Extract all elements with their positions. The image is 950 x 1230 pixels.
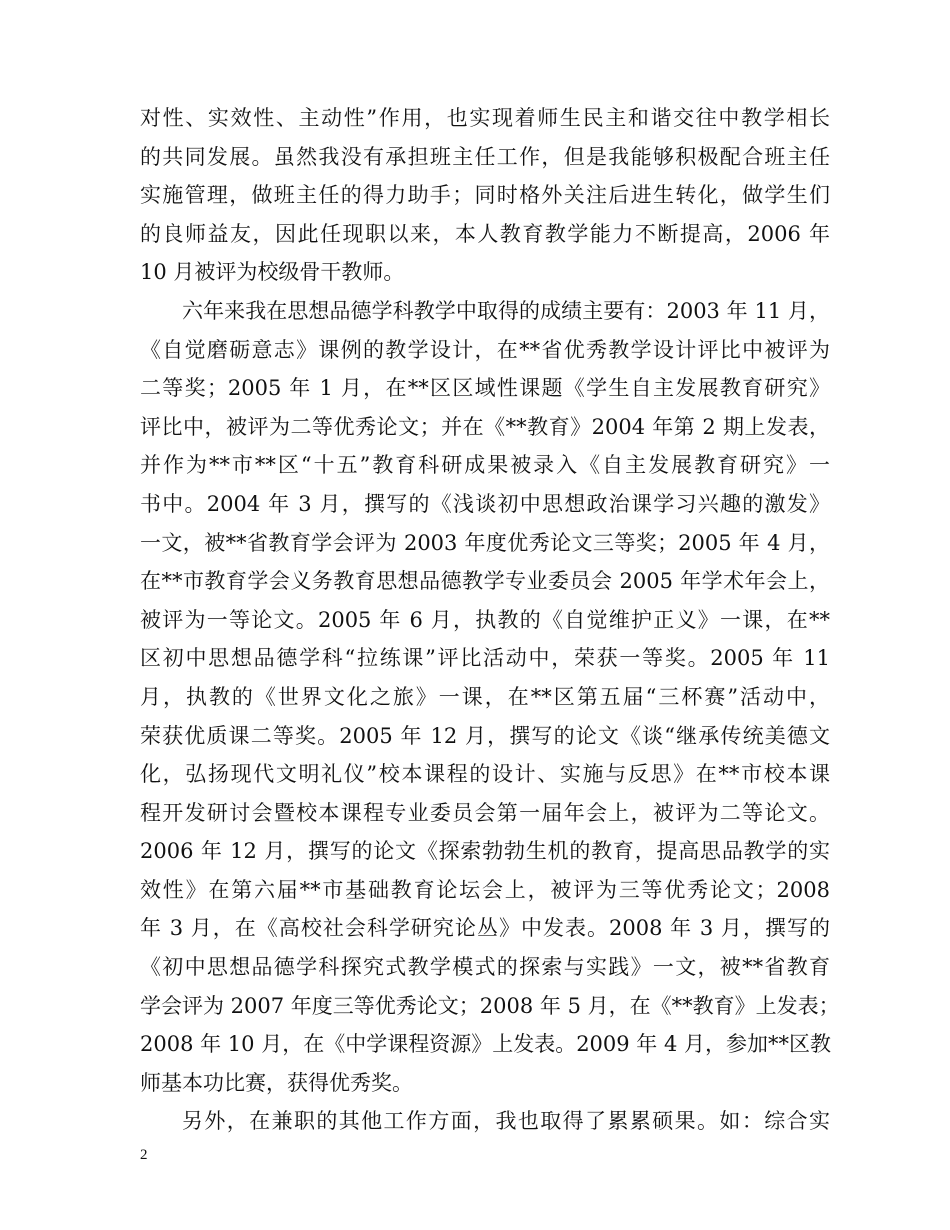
text-line: 六年来我在思想品德学科教学中取得的成绩主要有：2003 年 11 月， xyxy=(182,298,830,323)
text-line: 区初中思想品德学科“拉练课”评比活动中，荣获一等奖。2005 年 11 xyxy=(140,646,830,671)
text-line: 2006 年 12 月，撰写的论文《探索勃勃生机的教育，提高思品教学的实 xyxy=(140,839,830,864)
text-line: 二等奖；2005 年 1 月，在**区区域性课题《学生自主发展教育研究》 xyxy=(140,376,830,401)
text-line: 2008 年 10 月，在《中学课程资源》上发表。2009 年 4 月，参加**区教 xyxy=(140,1032,832,1057)
text-line: 月，执教的《世界文化之旅》一课，在**区第五届“三杯赛”活动中， xyxy=(140,684,830,709)
text-line: 10 月被评为校级骨干教师。 xyxy=(140,260,405,285)
text-line: 被评为一等论文。2005 年 6 月，执教的《自觉维护正义》一课，在** xyxy=(140,607,830,632)
text-line: 《初中思想品德学科探究式教学模式的探索与实践》一文，被**省教育 xyxy=(140,955,830,980)
text-line: 一文，被**省教育学会评为 2003 年度优秀论文三等奖；2005 年 4 月， xyxy=(140,530,830,555)
text-line: 并作为**市**区“十五”教育科研成果被录入《自主发展教育研究》一 xyxy=(140,453,830,478)
text-line: 效性》在第六届**市基础教育论坛会上，被评为三等优秀论文；2008 xyxy=(140,877,830,902)
text-line: 书中。2004 年 3 月，撰写的《浅谈初中思想政治课学习兴趣的激发》 xyxy=(140,491,830,516)
text-line: 化，弘扬现代文明礼仪”校本课程的设计、实施与反思》在**市校本课 xyxy=(140,762,830,787)
text-line: 实施管理，做班主任的得力助手；同时格外关注后进生转化，做学生们 xyxy=(140,183,830,208)
text-line: 荣获优质课二等奖。2005 年 12 月，撰写的论文《谈“继承传统美德文 xyxy=(140,723,830,748)
text-line: 对性、实效性、主动性”作用，也实现着师生民主和谐交往中教学相长 xyxy=(140,106,830,130)
page-number: 2 xyxy=(140,1147,148,1163)
document-body xyxy=(140,99,840,1141)
text-line: 学会评为 2007 年度三等优秀论文；2008 年 5 月，在《**教育》上发表； xyxy=(140,993,840,1018)
text-line: 师基本功比赛，获得优秀奖。 xyxy=(140,1070,413,1095)
text-line: 程开发研讨会暨校本课程专业委员会第一届年会上，被评为二等论文。 xyxy=(140,800,830,825)
text-line: 《自觉磨砺意志》课例的教学设计，在**省优秀教学设计评比中被评为 xyxy=(140,337,830,362)
text-line: 在**市教育学会义务教育思想品德教学专业委员会 2005 年学术年会上， xyxy=(140,569,830,594)
text-line: 评比中，被评为二等优秀论文；并在《**教育》2004 年第 2 期上发表， xyxy=(140,414,830,439)
text-line: 另外，在兼职的其他工作方面，我也取得了累累硕果。如：综合实 xyxy=(182,1109,830,1134)
text-line: 的良师益友，因此任现职以来，本人教育教学能力不断提高，2006 年 xyxy=(140,221,830,246)
text-line: 的共同发展。虽然我没有承担班主任工作，但是我能够积极配合班主任 xyxy=(140,144,830,169)
text-line: 年 3 月，在《高校社会科学研究论丛》中发表。2008 年 3 月，撰写的 xyxy=(140,916,830,941)
